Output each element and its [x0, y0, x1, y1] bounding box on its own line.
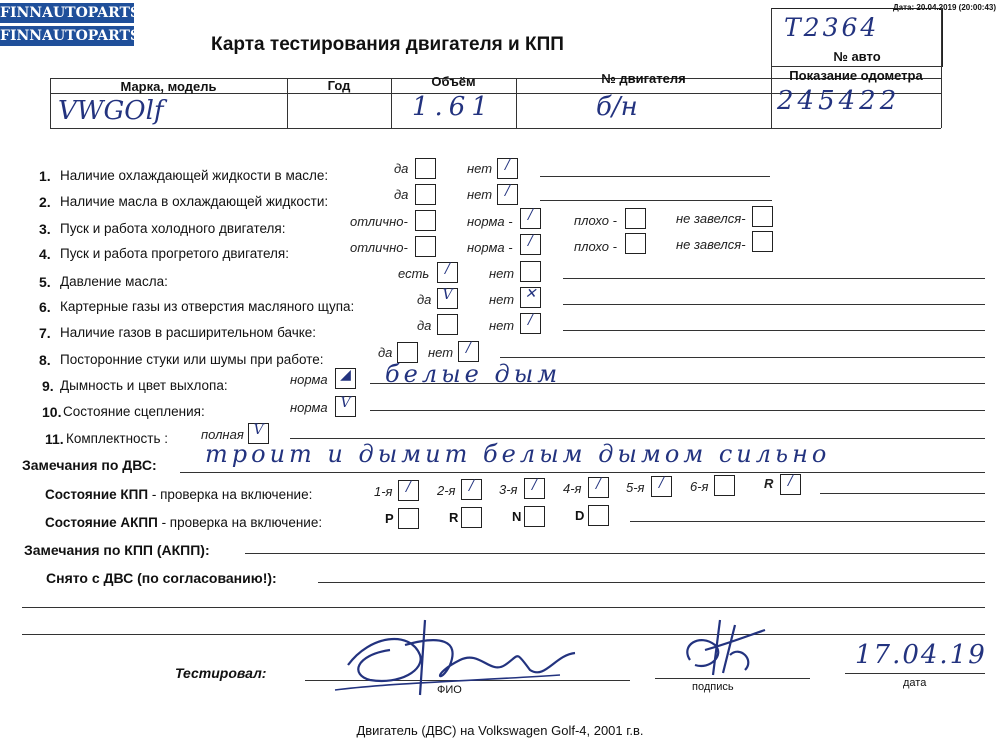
engine-no-value: б/н — [596, 92, 638, 122]
checkbox[interactable] — [625, 233, 646, 254]
answer-line — [540, 200, 772, 201]
engine-remarks-value: троит и дымит белым дымом сильно — [205, 440, 831, 468]
watermark-logo: FINNAUTOPARTS — [0, 28, 141, 44]
checkbox[interactable] — [415, 184, 436, 205]
option-label: не завелся- — [676, 237, 746, 252]
question-text: Давление масла: — [60, 274, 168, 289]
engine-remarks-label: Замечания по ДВС: — [22, 457, 157, 473]
watermark-logo: FINNAUTOPARTS — [0, 5, 141, 21]
checkbox[interactable] — [398, 508, 419, 529]
option-label: норма - — [467, 240, 513, 255]
checkbox[interactable] — [625, 208, 646, 229]
question-number: 1. — [39, 168, 51, 184]
answer-line — [370, 383, 985, 384]
question-number: 6. — [39, 299, 51, 315]
checkbox[interactable]: / — [524, 478, 545, 499]
exhaust-note: белые дым — [385, 360, 562, 388]
answer-line — [563, 278, 985, 279]
question-text: Наличие охлаждающей жидкости в масле: — [60, 168, 329, 183]
auto-number-value: T2364 — [784, 13, 880, 42]
col-header-engine-no: № двигателя — [601, 71, 686, 86]
gear-label: 3-я — [499, 482, 518, 497]
question-number: 11. — [45, 431, 64, 447]
option-label: нет — [489, 266, 515, 281]
answer-line — [500, 357, 985, 358]
checkbox[interactable]: / — [497, 184, 518, 205]
gear-label: N — [512, 509, 522, 524]
answer-line — [245, 553, 985, 554]
answer-line — [630, 521, 985, 522]
checkbox[interactable] — [461, 507, 482, 528]
question-text: Комплектность : — [66, 431, 169, 446]
option-label: норма — [290, 400, 328, 415]
model-value: VWGOlf — [58, 96, 164, 126]
question-number: 10. — [42, 404, 62, 420]
option-label: есть — [398, 266, 430, 281]
col-header-volume: Объём — [431, 74, 476, 89]
kpp-label: Состояние КПП - проверка на включение: — [45, 487, 313, 502]
checkbox[interactable]: / — [398, 480, 419, 501]
timestamp: Дата: 20.04.2019 (20:00:43) — [892, 3, 996, 12]
col-header-model: Марка, модель — [120, 79, 217, 94]
answer-line — [820, 493, 985, 494]
auto-number-label: № авто — [833, 49, 881, 64]
volume-value: 1.61 — [412, 92, 494, 122]
question-text: Пуск и работа прогретого двигателя: — [60, 246, 289, 261]
fio-signature-image — [330, 615, 600, 700]
option-label: нет — [489, 292, 515, 307]
checkbox[interactable] — [714, 475, 735, 496]
question-text: Наличие газов в расширительном бачке: — [60, 325, 317, 340]
gear-label: R — [449, 510, 459, 525]
question-text: Пуск и работа холодного двигателя: — [60, 221, 286, 236]
answer-line — [180, 472, 985, 473]
answer-line — [563, 304, 985, 305]
option-label: отлично- — [350, 240, 408, 255]
tested-by-label: Тестировал: — [175, 665, 267, 681]
question-number: 7. — [39, 325, 51, 341]
date-value: 17.04.19 — [855, 640, 987, 670]
gear-label: 2-я — [437, 483, 456, 498]
checkbox[interactable]: / — [520, 313, 541, 334]
image-caption: Двигатель (ДВС) на Volkswagen Golf-4, 2001 г.в. — [356, 723, 644, 738]
option-label: да — [394, 161, 409, 176]
checkbox[interactable]: / — [651, 476, 672, 497]
date-line — [845, 673, 985, 674]
gear-label: 1-я — [374, 484, 393, 499]
question-text: Посторонние стуки или шумы при работе: — [60, 352, 324, 367]
option-label: плохо - — [574, 213, 617, 228]
option-label: да — [417, 292, 432, 307]
option-label: да — [417, 318, 432, 333]
option-label: нет — [489, 318, 515, 333]
checkbox[interactable]: ✕ — [520, 287, 541, 308]
kpp-remarks-label: Замечания по КПП (АКПП): — [24, 542, 210, 558]
signature-image — [675, 615, 775, 680]
checkbox[interactable] — [415, 158, 436, 179]
answer-line — [290, 438, 985, 439]
page-title: Карта тестирования двигателя и КПП — [211, 34, 564, 55]
option-label: нет — [467, 187, 493, 202]
checkbox[interactable] — [752, 206, 773, 227]
question-number: 2. — [39, 194, 51, 210]
option-label: да — [378, 345, 393, 360]
answer-line — [540, 176, 770, 177]
akpp-label: Состояние АКПП - проверка на включение: — [45, 515, 323, 530]
gear-label: 4-я — [563, 481, 582, 496]
question-number: 4. — [39, 246, 51, 262]
option-label: нет — [428, 345, 454, 360]
option-label: нет — [467, 161, 493, 176]
option-label: норма - — [467, 214, 513, 229]
checkbox[interactable] — [524, 506, 545, 527]
checkbox[interactable] — [415, 210, 436, 231]
auto-number-box — [771, 8, 943, 67]
checkbox[interactable]: / — [588, 477, 609, 498]
col-header-year: Год — [327, 78, 351, 93]
answer-line — [563, 330, 985, 331]
option-label: отлично- — [350, 214, 408, 229]
checkbox[interactable] — [415, 236, 436, 257]
checkbox[interactable]: / — [520, 234, 541, 255]
question-number: 9. — [42, 378, 54, 394]
question-text: Наличие масла в охлаждающей жидкости: — [60, 194, 329, 209]
question-text: Дымность и цвет выхлопа: — [60, 378, 228, 393]
odometer-value: 245422 — [777, 86, 901, 116]
question-text: Состояние сцепления: — [63, 404, 205, 419]
checkbox[interactable]: / — [437, 262, 458, 283]
checkbox[interactable]: / — [461, 479, 482, 500]
checkbox[interactable]: / — [497, 158, 518, 179]
option-label: полная — [201, 427, 244, 442]
sign-caption: подпись — [692, 681, 734, 693]
answer-line — [370, 410, 985, 411]
option-label: не завелся- — [676, 211, 746, 226]
answer-line — [318, 582, 985, 583]
option-label: да — [394, 187, 409, 202]
gear-label: P — [385, 511, 394, 526]
checkbox[interactable]: V — [335, 396, 356, 417]
question-text: Картерные газы из отверстия масляного щупа: — [60, 299, 355, 314]
question-number: 5. — [39, 274, 51, 290]
checkbox[interactable] — [520, 261, 541, 282]
option-label: плохо - — [574, 239, 617, 254]
gear-label: 5-я — [626, 480, 645, 495]
gear-label: D — [575, 508, 585, 523]
col-header-odometer: Показание одометра — [789, 68, 923, 83]
gear-label: R — [764, 476, 774, 491]
date-caption: дата — [903, 677, 927, 689]
checkbox[interactable]: V — [437, 288, 458, 309]
checkbox[interactable]: ◢ — [335, 368, 356, 389]
removed-label: Снято с ДВС (по согласованию!): — [46, 570, 277, 586]
gear-label: 6-я — [690, 479, 709, 494]
checkbox[interactable]: / — [520, 208, 541, 229]
question-number: 3. — [39, 221, 51, 237]
question-number: 8. — [39, 352, 51, 368]
checkbox[interactable]: / — [780, 474, 801, 495]
checkbox[interactable]: V — [248, 423, 269, 444]
checkbox[interactable] — [588, 505, 609, 526]
checkbox[interactable] — [437, 314, 458, 335]
checkbox[interactable] — [752, 231, 773, 252]
answer-line — [22, 607, 985, 608]
checkbox[interactable]: / — [458, 341, 479, 362]
fio-caption: ФИО — [437, 684, 462, 696]
option-label: норма — [290, 372, 328, 387]
